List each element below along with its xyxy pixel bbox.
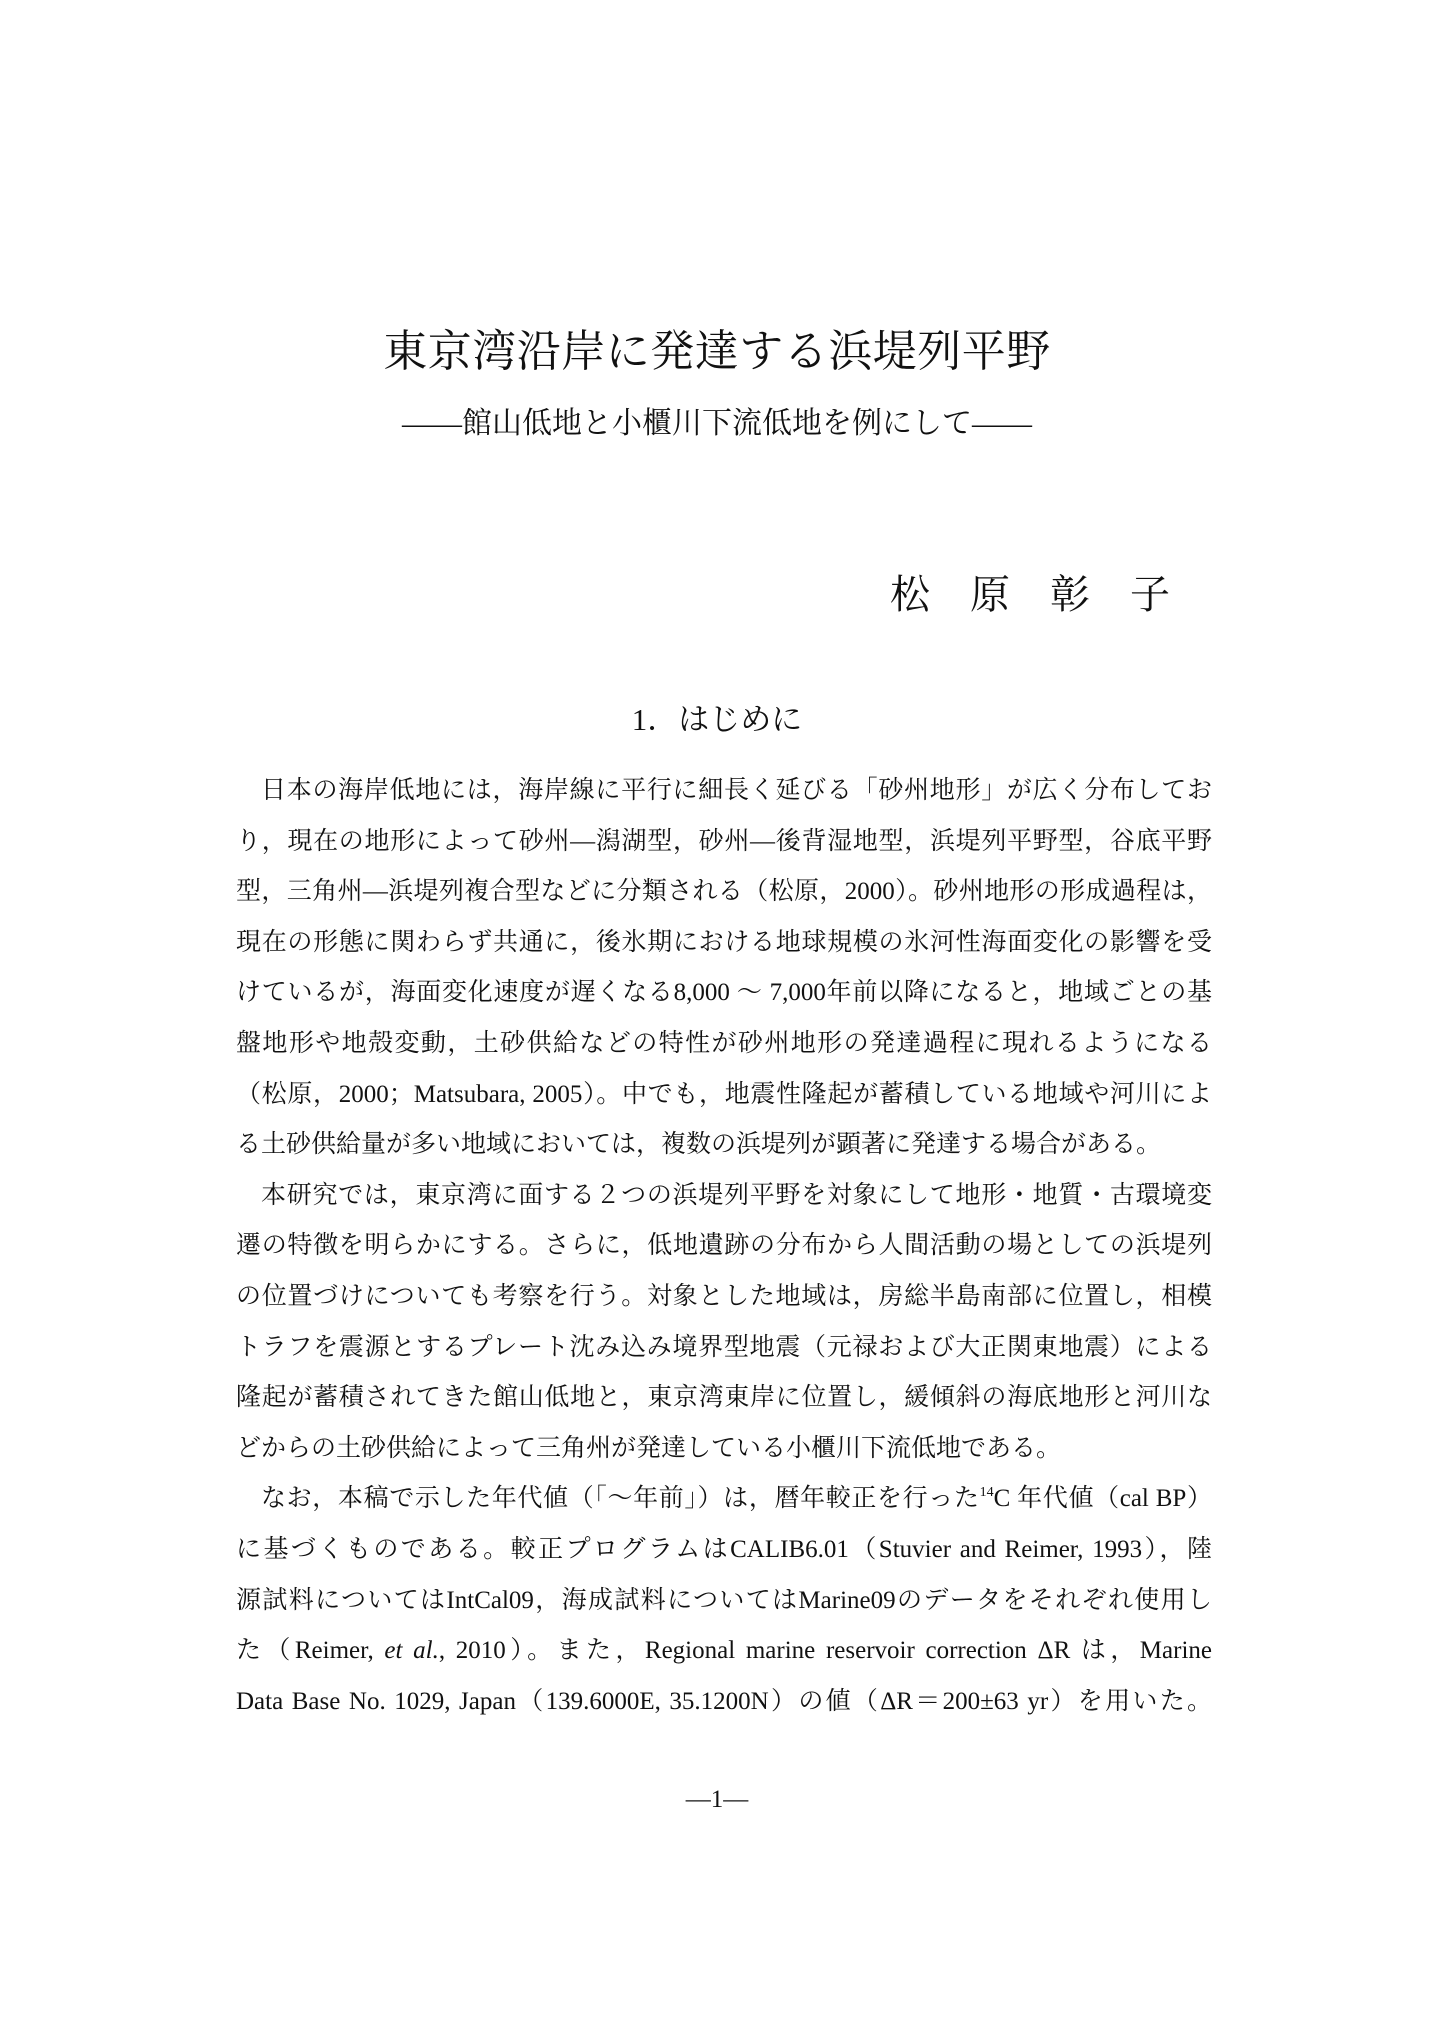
text-segment: た（Reimer, [236,1637,385,1665]
text-line [236,1626,1212,1677]
text-line: （松原，2000；Matsubara, 2005）。中でも，地震性隆起が蓄積している地域や河川によ [236,1080,1212,1108]
text-line: 日本の海岸低地には，海岸線に平行に細長く延びる「砂州地形」が広く分布してお [261,777,1212,804]
author-char: 彰 [1050,572,1090,617]
superscript-14: 14 [979,1485,994,1501]
paper-title: 東京湾沿岸に発達する浜堤列平野 [383,327,1051,376]
paper-subtitle: ――館山低地と小櫃川下流低地を例にして―― [402,407,1032,440]
text-line: 遷の特徴を明らかにする。さらに，低地遺跡の分布から人間活動の場としての浜堤列 [236,1232,1212,1260]
text-line: けているが，海面変化速度が遅くなる8,000 ～ 7,000年前以降になると，地域ごとの基 [236,979,1212,1007]
text-line: る土砂供給量が多い地域においては，複数の浜堤列が顕著に発達する場合がある。 [236,1131,1162,1159]
text-line: 源試料についてはIntCal09，海成試料についてはMarine09のデータをそれぞれ使用し [236,1586,1212,1614]
text-line: 本研究では，東京湾に面する２つの浜堤列平野を対象にして地形・地質・古環境変 [261,1181,1212,1209]
author-char: 松 [890,572,930,617]
author-name [890,570,1210,620]
text-line [236,1474,1212,1525]
text-line: 型，三角州―浜堤列複合型などに分類される（松原，2000）。砂州地形の形成過程は， [236,878,1212,906]
text-line: の位置づけについても考察を行う。対象とした地域は，房総半島南部に位置し，相模 [236,1282,1212,1310]
text-line: どからの土砂供給によって三角州が発達している小櫃川下流低地である。 [236,1434,1062,1462]
text-segment: なお，本稿で示した年代値（「～年前」）は，暦年較正を行った [261,1485,980,1513]
text-line: り，現在の地形によって砂州―潟湖型，砂州―後背湿地型，浜堤列平野型，谷底平野 [236,827,1212,855]
section-heading: 1．はじめに [631,702,803,737]
text-line: トラフを震源とするプレート沈み込み境界型地震（元禄および大正関東地震）による [236,1333,1212,1361]
page-number: ―1― [685,1786,749,1813]
text-line: 隆起が蓄積されてきた館山低地と，東京湾東岸に位置し，緩傾斜の海底地形と河川な [236,1384,1212,1412]
author-char: 子 [1130,572,1170,617]
italic-et-al: et al. [384,1637,439,1665]
text-line: 現在の形態に関わらず共通に，後氷期における地球規模の氷河性海面変化の影響を受 [236,928,1212,956]
text-line: 盤地形や地殻変動，土砂供給などの特性が砂州地形の発達過程に現れるようになる [236,1029,1212,1057]
text-segment: , 2010）。また，Regional marine reservoir correction ΔR は，Marine [438,1637,1212,1665]
body-text [236,766,1212,1727]
text-line: Data Base No. 1029, Japan（139.6000E, 35.1200N）の値（ΔR＝200±63 yr）を用いた。 [236,1687,1212,1715]
author-char: 原 [970,572,1010,617]
text-line: に基づくものである。較正プログラムはCALIB6.01（Stuvier and Reimer, 1993），陸 [236,1535,1212,1563]
text-segment: C 年代値（cal BP） [993,1485,1212,1513]
